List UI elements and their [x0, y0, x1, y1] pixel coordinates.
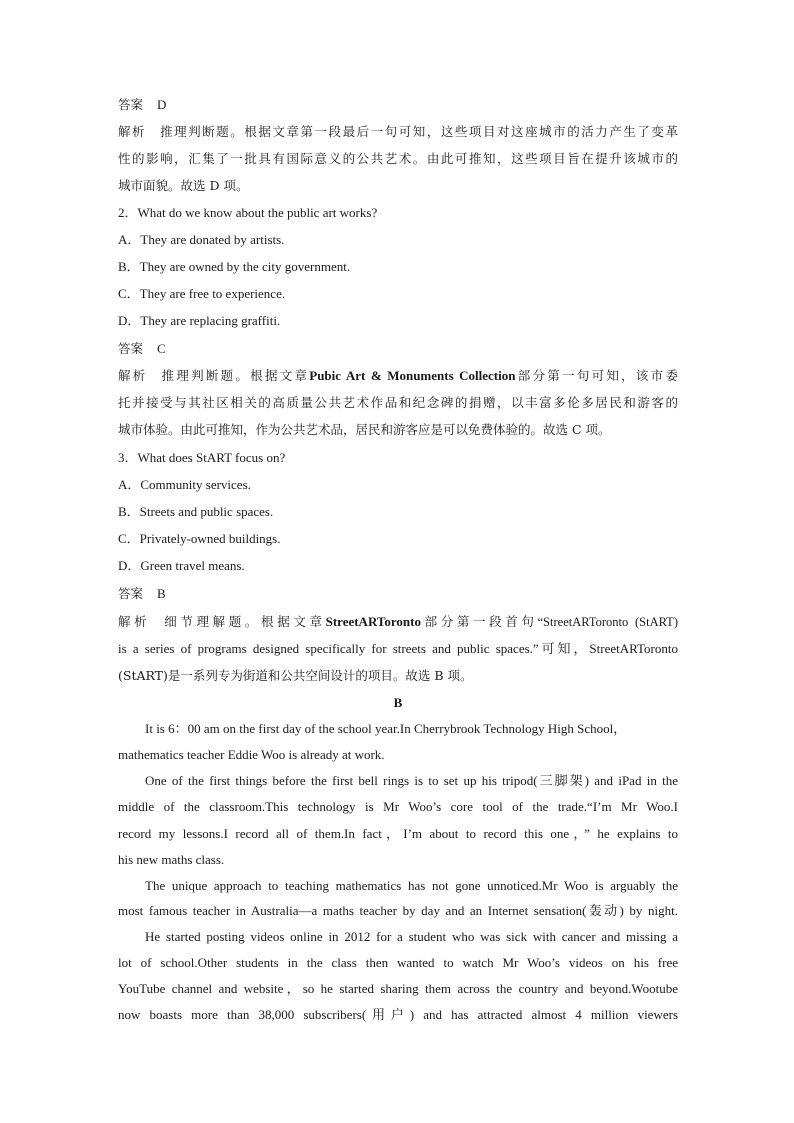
explanation-2-line-3: 城市体验。由此可推知，作为公共艺术品，居民和游客应是可以免费体验的。故选 C 项。 — [118, 422, 611, 437]
explanation-2-line-2: 托并接受与其社区相关的高质量公共艺术作品和纪念碑的捐赠，以丰富多伦多居民和游客的 — [118, 395, 678, 410]
question-2-option-b: B．They are owned by the city government. — [118, 259, 351, 274]
explanation-text: 推理判断题。根据文章 — [161, 368, 310, 383]
question-2-option-c: C．They are free to experience. — [118, 286, 286, 301]
answer-value: D — [157, 97, 167, 112]
explanation-1-line-2: 性的影响，汇集了一批具有国际意义的公共艺术。由此可推知，这些项目旨在提升该城市的 — [118, 151, 678, 166]
passage-line-4: middle of the classroom.This technology is Mr Woo’s core tool of the trade.“I’m Mr Woo.I — [118, 799, 678, 814]
answer-label: 答案 — [118, 586, 144, 601]
passage-line-5: record my lessons.I record all of them.In fact，I’m about to record this one，” he explains to — [118, 826, 678, 841]
explanation-3-line-1 — [118, 613, 678, 631]
passage-line-10: lot of school.Other students in the class then wanted to watch Mr Woo’s videos on his free — [118, 955, 678, 970]
answer-value: B — [157, 586, 166, 601]
section-b-heading: B — [393, 695, 403, 710]
explanation-3-line-2: is a series of programs designed specifically for streets and public spaces.”可知，StreetARToronto — [118, 641, 678, 656]
passage-line-7: The unique approach to teaching mathematics has not gone unnoticed.Mr Woo is arguably the — [145, 878, 678, 893]
answer-line-3 — [118, 585, 678, 603]
question-3-option-b: B．Streets and public spaces. — [118, 504, 274, 519]
section-name-bold: StreetARToronto — [325, 614, 421, 629]
passage-line-9: He started posting videos online in 2012 for a student who was sick with cancer and missing a — [145, 929, 678, 944]
passage-line-6: his new maths class. — [118, 852, 225, 867]
passage-line-11: YouTube channel and website，so he started sharing them across the country and beyond.Wootube — [118, 981, 678, 996]
answer-label: 答案 — [118, 97, 144, 112]
question-2-stem: 2．What do we know about the public art works? — [118, 205, 378, 220]
passage-line-12: now boasts more than 38,000 subscribers(用户) and has attracted almost 4 million viewers — [118, 1007, 678, 1022]
explanation-text-tail: 部分第一段首句“StreetARToronto (StART) — [420, 615, 678, 629]
question-3-stem: 3．What does StART focus on? — [118, 450, 286, 465]
passage-line-2: mathematics teacher Eddie Woo is already at work. — [118, 747, 385, 762]
question-3-option-c: C．Privately-owned buildings. — [118, 531, 281, 546]
explanation-1-line-3: 城市面貌。故选 D 项。 — [118, 178, 249, 193]
passage-line-8: most famous teacher in Australia—a maths teacher by day and an Internet sensation(轰动) by night. — [118, 903, 678, 918]
passage-line-1: It is 6：00 am on the first day of the school year.In Cherrybrook Technology High School， — [145, 721, 627, 736]
explanation-text-tail: 部分第一句可知，该市委 — [515, 368, 678, 383]
passage-line-3: One of the first things before the first bell rings is to set up his tripod(三脚架) and iPad in the — [145, 773, 678, 788]
answer-line-2 — [118, 340, 678, 358]
answer-label: 答案 — [118, 341, 144, 356]
explanation-1-line-1 — [118, 123, 678, 141]
question-3-option-d: D．Green travel means. — [118, 558, 245, 573]
explanation-text: 推理判断题。根据文章第一段最后一句可知，这些项目对这座城市的活力产生了变革 — [160, 124, 678, 139]
explanation-text: 细节理解题。根据文章 — [164, 614, 326, 629]
explanation-label: 解析 — [118, 124, 147, 139]
section-name-bold: Pubic Art & Monuments Collection — [309, 368, 516, 383]
question-3-option-a: A．Community services. — [118, 477, 251, 492]
question-2-option-a: A．They are donated by artists. — [118, 232, 285, 247]
explanation-label: 解析 — [118, 614, 151, 629]
answer-line-1 — [118, 96, 678, 114]
question-2-option-d: D．They are replacing graffiti. — [118, 313, 281, 328]
answer-value: C — [157, 341, 166, 356]
explanation-2-line-1 — [118, 367, 678, 385]
explanation-label: 解析 — [118, 368, 148, 383]
explanation-3-line-3: (StART)是一系列专为街道和公共空间设计的项目。故选 B 项。 — [118, 668, 473, 683]
